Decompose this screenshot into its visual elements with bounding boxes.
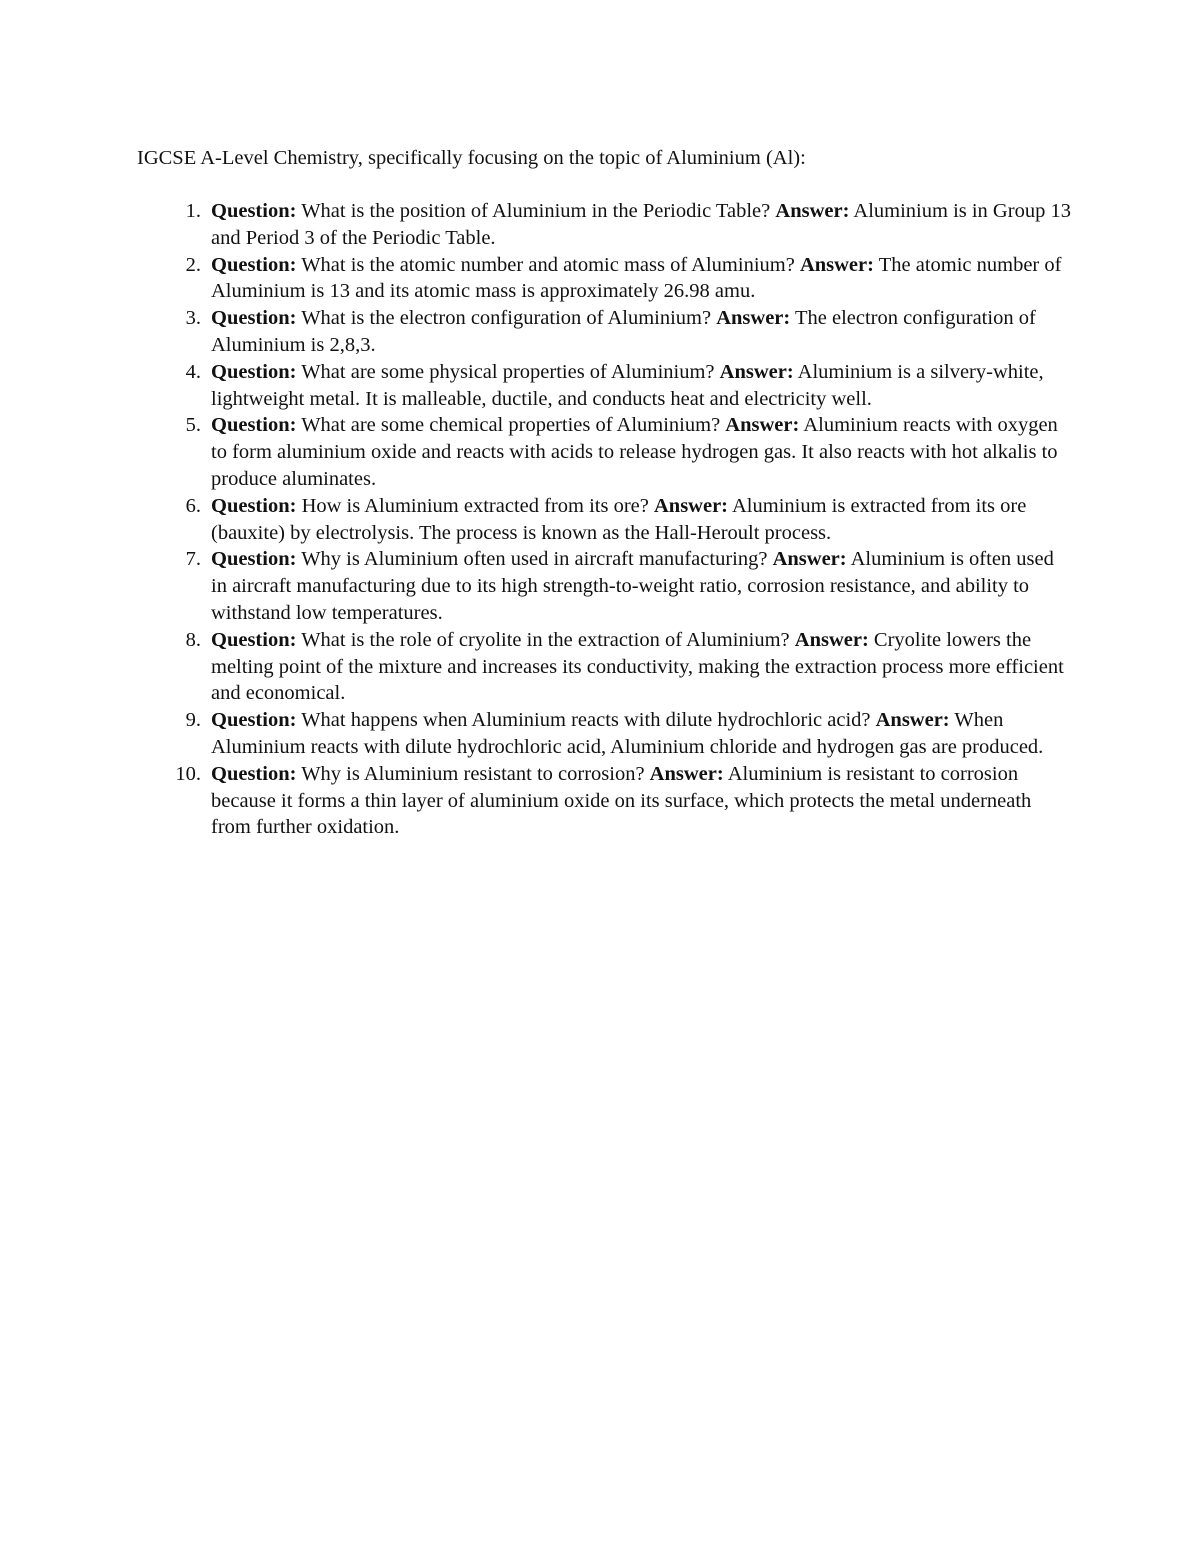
answer-text: Aluminium is extracted from its ore (bauxite) by electrolysis. The process is known as the Hall-Heroult process. bbox=[211, 494, 1027, 544]
item-number: 9. bbox=[185, 709, 201, 732]
item-number: 8. bbox=[185, 628, 201, 651]
answer-label: Answer: bbox=[719, 360, 794, 383]
question-text: What happens when Aluminium reacts with dilute hydrochloric acid? bbox=[301, 709, 871, 732]
answer-label: Answer: bbox=[772, 548, 847, 571]
question-label: Question: bbox=[211, 200, 297, 222]
list-item bbox=[185, 627, 1071, 707]
question-label: Question: bbox=[211, 307, 297, 330]
list-item bbox=[185, 359, 1071, 413]
question-text: Why is Aluminium often used in aircraft manufacturing? bbox=[301, 548, 768, 571]
list-item bbox=[175, 761, 1071, 841]
answer-label: Answer: bbox=[775, 200, 850, 222]
question-label: Question: bbox=[211, 253, 297, 276]
item-number: 7. bbox=[185, 548, 201, 571]
item-number: 6. bbox=[185, 494, 201, 517]
answer-label: Answer: bbox=[875, 709, 950, 732]
question-text: How is Aluminium extracted from its ore? bbox=[301, 494, 649, 517]
question-text: What is the electron configuration of Aluminium? bbox=[301, 307, 712, 330]
item-number: 2. bbox=[185, 253, 201, 276]
answer-label: Answer: bbox=[716, 307, 791, 330]
list-item bbox=[185, 305, 1071, 359]
question-text: What are some chemical properties of Aluminium? bbox=[301, 414, 721, 437]
question-text: What is the atomic number and atomic mass of Aluminium? bbox=[301, 253, 795, 276]
answer-label: Answer: bbox=[653, 494, 728, 517]
answer-text: Aluminium is a silvery-white, lightweight metal. It is malleable, ductile, and conducts heat and electricity well. bbox=[211, 360, 1044, 410]
question-label: Question: bbox=[211, 360, 297, 383]
document-intro: IGCSE A-Level Chemistry, specifically focusing on the topic of Aluminium (Al): bbox=[137, 147, 806, 169]
answer-text: The atomic number of Aluminium is 13 and its atomic mass is approximately 26.98 amu. bbox=[211, 253, 1062, 303]
question-label: Question: bbox=[211, 494, 297, 517]
answer-text: Aluminium reacts with oxygen to form aluminium oxide and reacts with acids to release hydrogen gas. It also reacts with hot alkalis to produce aluminates. bbox=[211, 414, 1058, 490]
answer-text: Aluminium is often used in aircraft manufacturing due to its high strength-to-weight ratio, corrosion resistance, and ability to withstand low temperatures. bbox=[211, 548, 1054, 624]
question-label: Question: bbox=[211, 548, 297, 571]
item-number: 3. bbox=[185, 307, 201, 330]
question-text: What is the role of cryolite in the extraction of Aluminium? bbox=[301, 628, 790, 651]
answer-text: When Aluminium reacts with dilute hydrochloric acid, Aluminium chloride and hydrogen gas are produced. bbox=[211, 709, 1044, 758]
item-number: 5. bbox=[185, 414, 201, 437]
list-item bbox=[185, 493, 1071, 547]
answer-text: The electron configuration of Aluminium is 2,8,3. bbox=[211, 307, 1036, 356]
question-label: Question: bbox=[211, 709, 297, 732]
question-label: Question: bbox=[211, 628, 297, 651]
answer-label: Answer: bbox=[799, 253, 874, 276]
question-text: What are some physical properties of Aluminium? bbox=[301, 360, 715, 383]
list-item bbox=[185, 412, 1071, 492]
list-item bbox=[185, 252, 1071, 306]
answer-label: Answer: bbox=[649, 762, 724, 785]
question-label: Question: bbox=[211, 414, 297, 437]
question-text: Why is Aluminium resistant to corrosion? bbox=[301, 762, 645, 785]
item-number: 4. bbox=[185, 360, 201, 383]
item-number: 10. bbox=[175, 762, 201, 785]
answer-label: Answer: bbox=[725, 414, 800, 437]
question-label: Question: bbox=[211, 762, 297, 785]
qa-list bbox=[175, 198, 1071, 841]
list-item bbox=[185, 198, 1071, 252]
list-item bbox=[185, 707, 1071, 761]
answer-text: Cryolite lowers the melting point of the mixture and increases its conductivity, making the extraction process more efficient and economical. bbox=[211, 628, 1064, 705]
list-item bbox=[185, 546, 1071, 626]
answer-text: Aluminium is in Group 13 and Period 3 of the Periodic Table. bbox=[211, 200, 1071, 249]
item-number: 1. bbox=[185, 200, 201, 222]
answer-label: Answer: bbox=[794, 628, 869, 651]
question-text: What is the position of Aluminium in the Periodic Table? bbox=[301, 200, 771, 222]
answer-text: Aluminium is resistant to corrosion because it forms a thin layer of aluminium oxide on its surface, which protects the metal underneath from further oxidation. bbox=[211, 762, 1032, 839]
